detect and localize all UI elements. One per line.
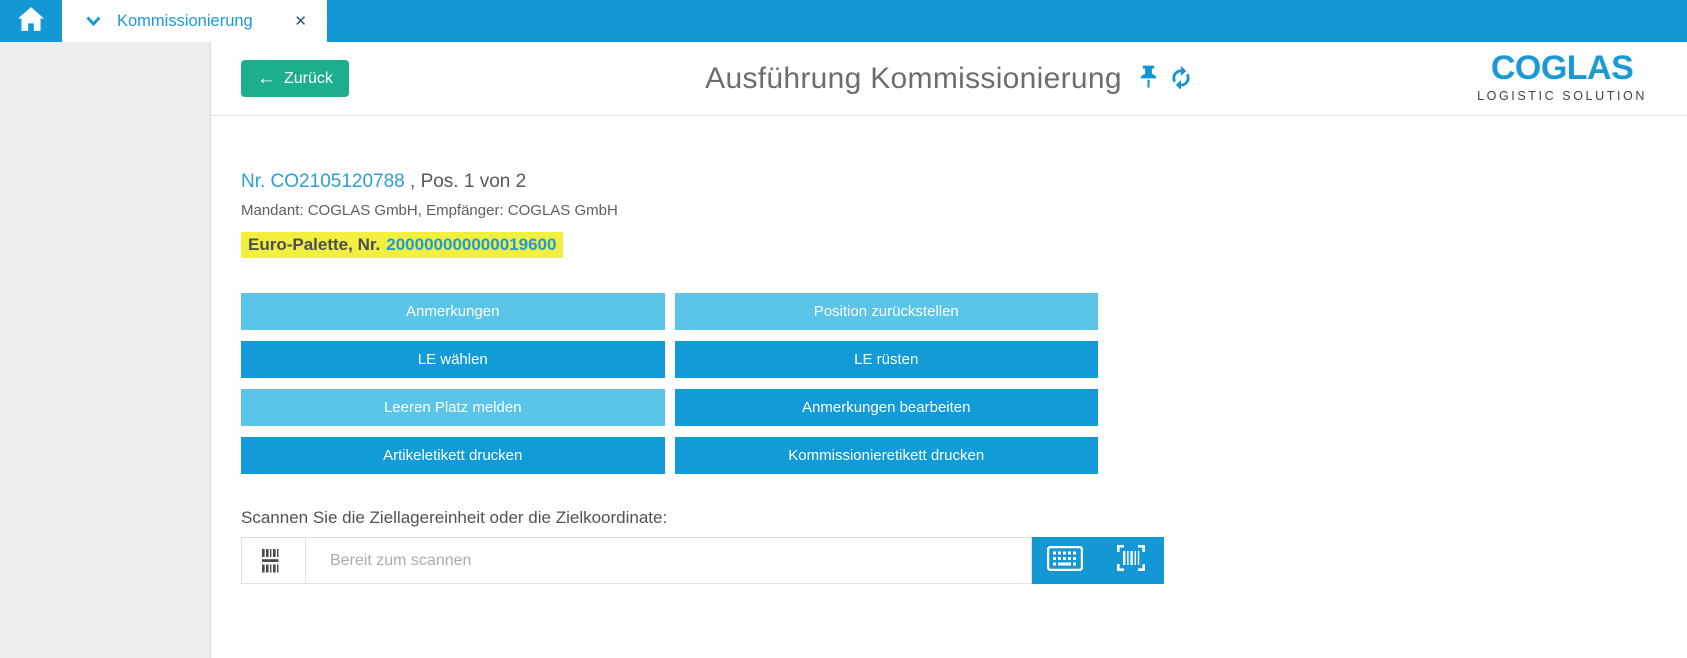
title-icons — [1138, 65, 1193, 94]
artikeletikett-drucken-button[interactable]: Artikeletikett drucken — [241, 437, 665, 474]
close-icon[interactable]: ✕ — [294, 13, 307, 30]
main-area — [211, 42, 1687, 658]
header — [211, 42, 1687, 116]
position-zurueckstellen-button[interactable]: Position zurückstellen — [675, 293, 1099, 330]
page-title: Ausführung Kommissionierung — [705, 62, 1122, 95]
leeren-platz-melden-button[interactable]: Leeren Platz melden — [241, 389, 665, 426]
home-button[interactable] — [0, 0, 62, 42]
title-wrap — [211, 42, 1687, 116]
scan-label: Scannen Sie die Ziellagereinheit oder die Zielkoordinate: — [241, 508, 668, 527]
pin-icon[interactable] — [1138, 65, 1159, 94]
back-button[interactable] — [241, 60, 349, 97]
back-button-label: Zurück — [284, 69, 333, 87]
sidebar — [0, 42, 211, 658]
barcode-scan-icon — [242, 538, 306, 583]
scan-input[interactable] — [306, 538, 1031, 583]
content — [211, 116, 1687, 584]
tab-kommissionierung[interactable] — [62, 0, 327, 42]
carrier-label: Euro-Palette, Nr. — [248, 235, 381, 254]
scan-row — [241, 537, 1164, 584]
coglas-logo — [1477, 51, 1647, 103]
scan-buttons — [1032, 537, 1164, 584]
anmerkungen-button[interactable]: Anmerkungen — [241, 293, 665, 330]
top-bar — [0, 0, 1687, 42]
carrier-number: 200000000000019600 — [386, 235, 557, 254]
order-line — [241, 171, 1687, 193]
barcode-scan-trigger-button[interactable] — [1098, 537, 1164, 584]
home-icon — [18, 7, 44, 36]
logo-subtitle: LOGISTIC SOLUTION — [1477, 88, 1647, 103]
scan-box — [241, 537, 1032, 584]
chevron-down-icon[interactable] — [86, 16, 101, 26]
logo-text: COGLAS — [1490, 49, 1634, 87]
order-number-link[interactable]: Nr. CO2105120788 — [241, 171, 405, 192]
keyboard-icon — [1047, 546, 1083, 576]
barcode-frame-icon — [1116, 544, 1146, 577]
le-ruesten-button[interactable]: LE rüsten — [675, 341, 1099, 378]
anmerkungen-bearbeiten-button[interactable]: Anmerkungen bearbeiten — [675, 389, 1099, 426]
order-details: Mandant: COGLAS GmbH, Empfänger: COGLAS GmbH — [241, 202, 618, 219]
order-position: , Pos. 1 von 2 — [404, 171, 527, 192]
actions-grid — [241, 293, 1098, 474]
carrier-highlight — [241, 232, 563, 258]
tab-label: Kommissionierung — [117, 11, 253, 30]
back-arrow-icon: ← — [257, 68, 276, 89]
refresh-icon[interactable] — [1169, 65, 1193, 94]
keyboard-toggle-button[interactable] — [1032, 537, 1098, 584]
kommissionieretikett-drucken-button[interactable]: Kommissionieretikett drucken — [675, 437, 1099, 474]
le-waehlen-button[interactable]: LE wählen — [241, 341, 665, 378]
